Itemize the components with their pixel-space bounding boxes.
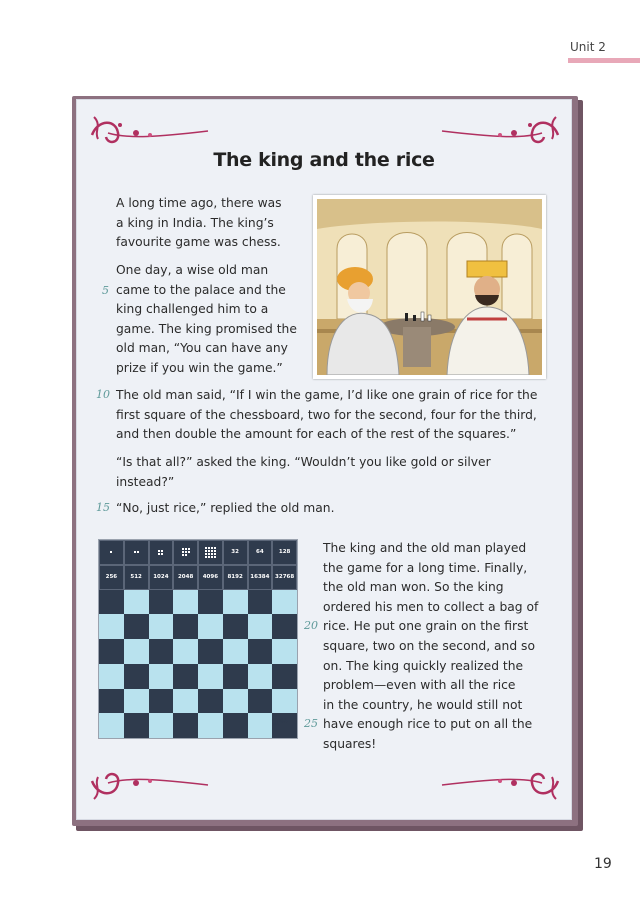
paragraph-5: “No, just rice,” replied the old man. — [116, 501, 335, 515]
chessboard-square — [173, 713, 198, 738]
chessboard-square — [248, 639, 273, 664]
paragraph-6: The king and the old man played the game for a long time. Finally, the old man won. So the king ordered his men to collect a bag of rice. He put one grain on the first square, two on the second, and so on. The king quickly realized the problem—even with all the rice in the country, he would still not have enough rice to put on all the squares! — [323, 541, 539, 751]
ornament-bottom-right — [432, 763, 562, 803]
chessboard-square — [198, 590, 223, 615]
line-number-10: 10 — [96, 388, 110, 401]
chessboard-square — [272, 590, 297, 615]
chessboard-square — [198, 664, 223, 689]
unit-label: Unit 2 — [570, 40, 606, 54]
chessboard-square — [124, 614, 149, 639]
book-frame — [72, 96, 578, 826]
chessboard-square — [223, 614, 248, 639]
chessboard-square — [223, 713, 248, 738]
chessboard-square — [198, 689, 223, 714]
rice-grains-icon — [110, 551, 112, 553]
chessboard-square — [99, 639, 124, 664]
chessboard-square — [198, 614, 223, 639]
chessboard-square — [272, 614, 297, 639]
chessboard-square — [173, 614, 198, 639]
chessboard-square — [223, 664, 248, 689]
chessboard-square — [149, 664, 174, 689]
chessboard-square — [124, 664, 149, 689]
paragraph-3: The old man said, “If I win the game, I’d like one grain of rice for the first square of the chessboard, two for the second, four for the third, and then double the amount for each of the rest of the squares.” — [116, 388, 538, 442]
chessboard-label-square: 4096 — [198, 565, 223, 590]
chessboard-label-square: 2048 — [173, 565, 198, 590]
chessboard-square — [124, 639, 149, 664]
chessboard-square — [223, 689, 248, 714]
chessboard-square — [99, 664, 124, 689]
paragraph-1: A long time ago, there was a king in India. The king’s favourite game was chess. — [116, 196, 282, 250]
chessboard-label-square: 1024 — [149, 565, 174, 590]
page-number: 19 — [594, 856, 612, 872]
chessboard-square — [223, 639, 248, 664]
chessboard-label-square — [198, 540, 223, 565]
chessboard-square — [99, 590, 124, 615]
paragraph-4: “Is that all?” asked the king. “Wouldn’t you like gold or silver instead?” — [116, 455, 491, 489]
chessboard-square — [173, 664, 198, 689]
chessboard-label-square — [149, 540, 174, 565]
rice-grains-icon — [134, 551, 139, 553]
chessboard-label-square: 32 — [223, 540, 248, 565]
chessboard-square — [248, 614, 273, 639]
chessboard-square — [272, 689, 297, 714]
chessboard-square — [198, 713, 223, 738]
chessboard-square — [99, 614, 124, 639]
chessboard-square — [173, 590, 198, 615]
chessboard-square — [198, 639, 223, 664]
line-number-25: 25 — [304, 717, 318, 730]
ornament-bottom-left — [88, 763, 218, 803]
chessboard-label-square: 8192 — [223, 565, 248, 590]
chessboard-square — [272, 639, 297, 664]
chessboard-label-square: 256 — [99, 565, 124, 590]
ornament-top-left — [88, 113, 218, 153]
chessboard-square — [149, 614, 174, 639]
story-title: The king and the rice — [213, 149, 435, 171]
chessboard-label-square — [99, 540, 124, 565]
chessboard-corner-label: 2⁶³ — [272, 718, 288, 729]
rice-grains-icon — [158, 550, 163, 555]
chessboard-square — [223, 590, 248, 615]
chessboard-square — [149, 689, 174, 714]
line-number-20: 20 — [304, 619, 318, 632]
chessboard-label-square: 64 — [248, 540, 273, 565]
chessboard-square — [248, 664, 273, 689]
chessboard-square — [248, 590, 273, 615]
chessboard — [98, 539, 298, 739]
chessboard-square — [149, 590, 174, 615]
line-number-15: 15 — [96, 501, 110, 514]
chessboard-square — [173, 689, 198, 714]
chessboard-square — [99, 713, 124, 738]
chessboard-label-square — [173, 540, 198, 565]
chessboard-square — [124, 590, 149, 615]
chessboard-label-square — [124, 540, 149, 565]
chessboard-label-square: 16384 — [248, 565, 273, 590]
chessboard-square — [124, 689, 149, 714]
ornament-top-right — [432, 113, 562, 153]
chessboard-square — [248, 689, 273, 714]
chessboard-square — [149, 713, 174, 738]
rice-grains-icon — [182, 548, 190, 556]
chessboard-square — [173, 639, 198, 664]
chessboard-square — [124, 713, 149, 738]
chessboard-square — [99, 689, 124, 714]
chessboard-square — [272, 664, 297, 689]
chessboard-square — [248, 713, 273, 738]
king-and-old-man-illustration — [313, 195, 546, 379]
book-page — [76, 99, 572, 820]
chessboard-label-square: 512 — [124, 565, 149, 590]
chessboard-label-square: 128 — [272, 540, 297, 565]
unit-accent-bar — [568, 58, 640, 63]
chessboard-label-square: 32768 — [272, 565, 297, 590]
paragraph-2: One day, a wise old man came to the palace and the king challenged him to a game. The king promised the old man, “You can have any prize if you win the game.” — [116, 263, 297, 375]
line-number-5: 5 — [102, 284, 109, 297]
chessboard-square — [149, 639, 174, 664]
rice-grains-icon — [205, 547, 216, 558]
